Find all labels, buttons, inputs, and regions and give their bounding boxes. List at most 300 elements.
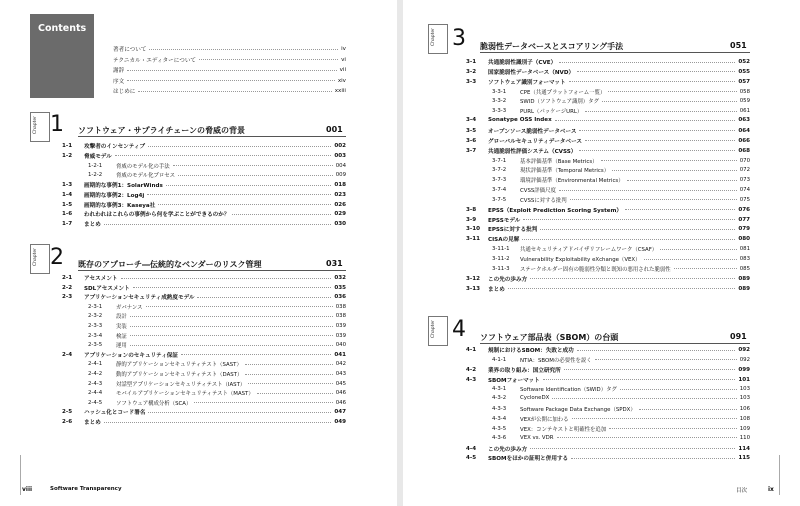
leader-dots <box>522 239 735 240</box>
entry-title: ハッシュ化とコード署名 <box>84 410 146 417</box>
toc-entry <box>466 346 750 354</box>
right-running-title: 目次 <box>736 488 748 494</box>
entry-page: 075 <box>739 196 750 203</box>
toc-entry <box>62 284 346 292</box>
leader-dots <box>148 146 331 147</box>
toc-entry <box>492 157 750 165</box>
leader-dots <box>577 350 736 351</box>
entry-number: 2-3-1 <box>88 303 103 310</box>
entry-number: 4-3-6 <box>492 434 507 441</box>
leader-dots <box>644 259 737 260</box>
entry-number: 3-3 <box>466 78 477 85</box>
frontmatter-row <box>113 87 346 95</box>
toc-entry <box>492 245 750 253</box>
entry-number: 1-6 <box>62 211 73 218</box>
entry-page: 046 <box>335 399 346 406</box>
entry-number: 1-3 <box>62 182 73 188</box>
frontmatter-page: vii <box>339 67 346 73</box>
entry-title: 画期的な事例1：SolarWinds <box>84 183 163 189</box>
leader-dots <box>569 81 736 82</box>
entry-page: 061 <box>739 108 750 115</box>
entry-page: 018 <box>334 182 346 188</box>
entry-title: この先の歩み方 <box>488 276 528 283</box>
toc-entry <box>492 356 750 364</box>
entry-title: 設計 <box>116 314 127 321</box>
entry-title: CVSS評価尺度 <box>520 188 556 195</box>
leader-dots <box>130 345 333 346</box>
toc-entry <box>88 341 346 349</box>
entry-page: 103 <box>739 395 750 402</box>
chapter-badge <box>428 316 448 346</box>
entry-page: 079 <box>738 226 750 233</box>
entry-page: 002 <box>334 143 346 149</box>
entry-number: 4-3-3 <box>492 406 507 413</box>
entry-number: 2-2 <box>62 284 73 291</box>
entry-number: 3-11-2 <box>492 256 510 262</box>
leader-dots <box>579 150 735 151</box>
entry-title: VEXが公開に加わる <box>520 416 569 423</box>
contents-label-box <box>30 14 94 98</box>
leader-dots <box>104 422 332 423</box>
entry-title: われわれはこれらの事例から何を学ぶことができるのか？ <box>84 212 230 219</box>
entry-title: EPSSモデル <box>488 217 521 224</box>
entry-page: 009 <box>335 172 346 179</box>
toc-entry <box>466 445 750 453</box>
entry-number: 3-11-3 <box>492 265 510 272</box>
toc-entry <box>492 415 750 423</box>
entry-number: 2-1 <box>62 275 73 281</box>
toc-entry <box>492 107 750 115</box>
chapter-number: 1 <box>50 112 64 137</box>
entry-number: 1-2 <box>62 152 73 159</box>
toc-entry <box>62 408 346 416</box>
leader-dots <box>173 165 333 166</box>
toc-entry <box>62 274 346 282</box>
frontmatter-row <box>113 45 346 53</box>
entry-page: 101 <box>738 376 750 383</box>
entry-title: 検証 <box>116 333 127 340</box>
entry-title: アプリケーションセキュリティ成熟度モデル <box>84 295 195 302</box>
entry-page: 077 <box>738 216 750 223</box>
leader-dots <box>564 369 736 370</box>
entry-number: 1-5 <box>62 201 73 208</box>
entry-page: 058 <box>739 88 750 95</box>
entry-title: SWID（ソフトウェア識別）タグ <box>520 99 599 106</box>
entry-page: 074 <box>739 187 750 194</box>
leader-dots <box>555 120 736 121</box>
entry-number: 2-3-5 <box>88 342 103 349</box>
chapter-title: 脆弱性データベースとスコアリング手法 <box>480 42 624 51</box>
chapter-label: Chapter <box>431 320 436 338</box>
chapter-page: 051 <box>730 41 747 50</box>
toc-entry <box>492 435 750 441</box>
leader-dots <box>245 364 333 365</box>
entry-number: 1-1 <box>62 143 73 149</box>
entry-number: 1-2-1 <box>88 162 103 169</box>
entry-title: CPE（共通プラットフォーム一覧） <box>520 89 606 96</box>
leader-dots <box>133 287 332 288</box>
leader-dots <box>127 80 335 81</box>
entry-title: 業界の取り組み：国立研究所 <box>488 367 561 374</box>
frontmatter-page: vi <box>341 56 346 63</box>
toc-entry <box>88 303 346 311</box>
entry-title: 対話型アプリケーションセキュリティテスト（IAST） <box>116 381 246 388</box>
toc-entry <box>88 399 346 407</box>
entry-page: 023 <box>334 191 346 198</box>
entry-title: SBOMをほかの証明と併用する <box>488 456 569 463</box>
entry-page: 110 <box>739 434 750 441</box>
entry-page: 115 <box>738 455 750 462</box>
entry-number: 4-1 <box>466 347 477 353</box>
entry-number: 3-11 <box>466 236 480 243</box>
leader-dots <box>557 437 737 438</box>
leader-dots <box>585 140 735 141</box>
toc-entry <box>88 171 346 179</box>
toc-entry <box>466 127 750 135</box>
chapter-number: 2 <box>50 245 64 270</box>
entry-number: 3-8 <box>466 206 477 213</box>
entry-page: 043 <box>335 371 346 377</box>
toc-entry <box>466 78 750 86</box>
leader-dots <box>104 224 332 225</box>
toc-entry <box>466 376 750 384</box>
entry-title: 基本評価基準（Base Metrics） <box>520 158 598 165</box>
entry-number: 1-7 <box>62 221 73 227</box>
frontmatter-title: テクニカル・エディターについて <box>113 57 197 64</box>
entry-number: 3-9 <box>466 216 477 223</box>
entry-number: 2-3-3 <box>88 323 103 329</box>
entry-title: 攻撃者のインセンティブ <box>84 144 146 150</box>
page-gutter <box>397 0 403 506</box>
leader-dots <box>148 412 331 413</box>
entry-title: 共通脆弱性評価システム（CVSS） <box>488 148 577 155</box>
entry-page: 076 <box>738 206 750 213</box>
toc-entry <box>88 370 346 378</box>
toc-entry <box>88 360 346 368</box>
entry-page: 089 <box>738 285 750 292</box>
entry-page: 083 <box>739 256 750 262</box>
leader-dots <box>577 71 735 72</box>
toc-entry <box>466 366 750 374</box>
entry-number: 4-3-2 <box>492 395 507 402</box>
entry-title: アプリケーションのセキュリティ保証 <box>84 352 178 359</box>
toc-entry <box>62 142 346 150</box>
entry-title: CVSSに対する批判 <box>520 197 567 204</box>
entry-title: まとめ <box>488 286 505 293</box>
toc-entry <box>62 210 346 218</box>
entry-number: 3-7-4 <box>492 187 507 194</box>
entry-page: 049 <box>334 419 346 425</box>
entry-page: 057 <box>738 78 750 85</box>
entry-title: 共通セキュリティアドバイザリフレームワーク（CSAF） <box>520 247 658 254</box>
entry-page: 042 <box>335 361 346 368</box>
entry-page: 032 <box>334 275 346 281</box>
entry-page: 063 <box>738 117 750 124</box>
entry-title: 脅威モデル <box>84 153 112 160</box>
leader-dots <box>130 326 333 327</box>
entry-number: 3-7-3 <box>492 177 507 184</box>
entry-page: 092 <box>739 356 750 363</box>
entry-number: 3-3-2 <box>492 98 507 105</box>
entry-number: 3-6 <box>466 137 477 144</box>
frontmatter-row <box>113 56 346 64</box>
entry-title: グローバルセキュリティデータベース <box>488 138 582 145</box>
entry-page: 041 <box>334 351 346 358</box>
entry-number: 3-7 <box>466 147 477 154</box>
entry-number: 3-7-5 <box>492 196 507 203</box>
entry-page: 036 <box>334 294 346 301</box>
leader-dots <box>523 219 735 220</box>
entry-number: 2-4-1 <box>88 361 103 368</box>
toc-entry <box>466 275 750 283</box>
toc-entry <box>62 293 346 301</box>
entry-number: 1-4 <box>62 191 73 198</box>
frontmatter-title: 謝辞 <box>113 68 125 74</box>
leader-dots <box>559 190 737 191</box>
leader-dots <box>620 389 737 390</box>
leader-dots <box>660 249 737 250</box>
toc-entry <box>88 162 346 170</box>
entry-title: まとめ <box>84 420 101 426</box>
entry-page: 039 <box>335 332 346 339</box>
chapter-page: 091 <box>730 332 747 341</box>
entry-number: 3-3-1 <box>492 88 507 95</box>
entry-number: 4-3 <box>466 376 477 383</box>
entry-page: 029 <box>334 211 346 218</box>
entry-title: Software Identification（SWID）タグ <box>520 387 617 394</box>
chapter-page: 031 <box>326 259 343 268</box>
leader-dots <box>121 278 332 279</box>
chapter-label: Chapter <box>431 28 436 46</box>
toc-entry <box>62 220 346 228</box>
entry-number: 3-4 <box>466 117 477 124</box>
toc-entry <box>88 332 346 340</box>
chapter-title: 既存のアプローチ―伝統的なベンダーのリスク管理 <box>78 260 262 269</box>
toc-entry <box>492 425 750 433</box>
entry-title: EPSS（Exploit Prediction Scoring System） <box>488 207 622 214</box>
entry-title: SDLアセスメント <box>84 285 130 292</box>
entry-title: 画期的な事例3：Kaseya社 <box>84 202 156 209</box>
frontmatter-title: 序文 <box>113 78 125 85</box>
leader-dots <box>127 70 336 71</box>
entry-title: 脅威のモデル化の手法 <box>116 163 170 170</box>
entry-number: 4-3-4 <box>492 415 507 422</box>
leader-dots <box>181 354 331 355</box>
leader-dots <box>197 297 331 298</box>
entry-page: 103 <box>739 386 750 393</box>
entry-title: この先の歩み方 <box>488 446 528 453</box>
entry-page: 080 <box>738 236 750 243</box>
leader-dots <box>194 402 332 403</box>
toc-entry <box>466 117 750 123</box>
toc-entry <box>492 265 750 273</box>
toc-entry <box>88 322 346 330</box>
leader-dots <box>609 428 737 429</box>
entry-page: 070 <box>739 157 750 164</box>
entry-page: 109 <box>739 425 750 432</box>
toc-entry <box>466 206 750 214</box>
entry-number: 4-3-5 <box>492 425 507 432</box>
leader-dots <box>130 316 333 317</box>
leader-dots <box>639 409 737 410</box>
toc-entry <box>492 88 750 96</box>
entry-number: 2-4 <box>62 351 73 358</box>
left-page-number: viii <box>22 486 33 493</box>
leader-dots <box>595 359 737 360</box>
entry-title: 画期的な事例2：Log4j <box>84 192 145 199</box>
entry-title: 脅威のモデル化プロセス <box>116 173 176 180</box>
chapter-number: 4 <box>452 317 466 342</box>
leader-dots <box>585 111 736 112</box>
entry-page: 038 <box>335 313 346 320</box>
entry-number: 2-3-4 <box>88 332 103 339</box>
leader-dots <box>245 374 332 375</box>
entry-title: VEX vs. VDR <box>520 434 554 441</box>
entry-number: 2-3 <box>62 294 73 301</box>
toc-entry <box>492 395 750 401</box>
leader-dots <box>674 268 737 269</box>
entry-page: 108 <box>739 415 750 422</box>
entry-page: 072 <box>739 167 750 174</box>
toc-entry <box>492 385 750 393</box>
leader-dots <box>625 209 735 210</box>
toc-entry <box>466 68 750 76</box>
entry-title: 国家脆弱性データベース（NVD） <box>488 69 575 76</box>
entry-page: 026 <box>334 201 346 208</box>
entry-number: 4-4 <box>466 445 477 452</box>
leader-dots <box>530 448 735 449</box>
entry-page: 114 <box>738 445 750 452</box>
entry-number: 3-13 <box>466 285 480 292</box>
entry-title: アセスメント <box>84 276 118 282</box>
toc-entry <box>466 235 750 243</box>
leader-dots <box>232 214 331 215</box>
entry-page: 099 <box>738 366 750 373</box>
entry-title: 規制におけるSBOM：失敗と成功 <box>488 348 574 354</box>
leader-dots <box>608 91 736 92</box>
entry-number: 3-2 <box>466 68 477 75</box>
chapter-badge <box>30 244 50 274</box>
leader-dots <box>257 393 333 394</box>
toc-entry <box>492 176 750 184</box>
entry-title: 現状評価基準（Temporal Metrics） <box>520 168 610 175</box>
leader-dots <box>138 91 331 92</box>
entry-number: 3-10 <box>466 226 480 233</box>
toc-entry <box>492 405 750 413</box>
chapter-page: 001 <box>326 125 343 134</box>
frontmatter-row <box>113 66 346 74</box>
leader-dots <box>508 288 736 289</box>
entry-page: 046 <box>335 390 346 397</box>
entry-page: 030 <box>334 221 346 227</box>
leader-dots <box>158 204 331 205</box>
frontmatter-row <box>113 77 346 85</box>
entry-title: まとめ <box>84 222 101 228</box>
leader-dots <box>627 180 737 181</box>
leader-dots <box>149 49 338 50</box>
entry-page: 038 <box>335 303 346 310</box>
chapter-title: ソフトウェア部品表（SBOM）の台頭 <box>480 333 619 342</box>
entry-number: 3-7-1 <box>492 157 507 164</box>
toc-entry <box>466 285 750 293</box>
entry-page: 064 <box>738 127 750 134</box>
entry-page: 039 <box>335 323 346 329</box>
entry-title: CISAの見解 <box>488 237 520 244</box>
chapter-badge <box>30 112 50 142</box>
leader-dots <box>540 229 735 230</box>
entry-title: 静的アプリケーションセキュリティテスト（SAST） <box>116 362 242 369</box>
entry-title: 動的アプリケーションセキュリティテスト（DAST） <box>116 372 243 378</box>
entry-number: 1-2-2 <box>88 172 103 179</box>
toc-entry <box>466 454 750 462</box>
entry-number: 4-2 <box>466 366 477 373</box>
toc-entry <box>88 389 346 397</box>
toc-entry <box>466 216 750 224</box>
leader-dots <box>572 418 737 419</box>
chapter-badge <box>428 24 448 54</box>
frontmatter-title: はじめに <box>113 89 136 95</box>
entry-page: 092 <box>738 347 750 353</box>
entry-title: Vulnerability Exploitability eXchange（VEX） <box>520 257 641 263</box>
entry-number: 2-4-2 <box>88 371 103 377</box>
chapter-rule <box>78 136 346 137</box>
leader-dots <box>612 170 737 171</box>
entry-title: Sonatype OSS Index <box>488 117 552 124</box>
frontmatter-page: xxiii <box>334 88 346 94</box>
leader-dots <box>579 130 735 131</box>
frontmatter-page: iv <box>341 46 346 52</box>
leader-dots <box>552 398 736 399</box>
toc-entry <box>88 312 346 320</box>
toc-entry <box>492 186 750 194</box>
entry-page: 066 <box>738 137 750 144</box>
right-margin-rule <box>779 455 792 495</box>
entry-page: 004 <box>335 162 346 169</box>
entry-title: ステークホルダー固有の脆弱性分類と既知の悪用された脆弱性 <box>520 266 671 273</box>
toc-entry <box>62 191 346 199</box>
entry-number: 2-4-3 <box>88 380 103 387</box>
right-page-number: ix <box>768 486 774 493</box>
toc-entry <box>492 97 750 105</box>
entry-title: EPSSに対する批判 <box>488 227 538 234</box>
toc-entry <box>466 58 750 66</box>
entry-number: 3-11-1 <box>492 246 510 253</box>
leader-dots <box>543 379 736 380</box>
frontmatter-title: 著者について <box>113 47 147 53</box>
entry-title: オープンソース脆弱性データベース <box>488 128 577 135</box>
entry-page: 068 <box>738 147 750 154</box>
entry-title: 実装 <box>116 324 127 330</box>
entry-title: 運用 <box>116 343 127 350</box>
entry-page: 059 <box>739 98 750 105</box>
left-running-title: Software Transparency <box>50 486 122 492</box>
entry-page: 052 <box>738 59 750 65</box>
entry-title: 共通脆弱性識別子（CVE） <box>488 60 557 66</box>
toc-entry <box>62 201 346 209</box>
entry-title: モバイルアプリケーションセキュリティテスト（MAST） <box>116 391 254 398</box>
leader-dots <box>559 62 735 63</box>
entry-title: ソフトウェア構成分析（SCA） <box>116 400 192 407</box>
entry-number: 2-4-5 <box>88 399 103 406</box>
chapter-label: Chapter <box>33 116 38 134</box>
entry-page: 040 <box>335 342 346 349</box>
leader-dots <box>166 185 332 186</box>
entry-page: 045 <box>335 380 346 387</box>
entry-page: 047 <box>334 409 346 416</box>
chapter-rule <box>480 343 750 344</box>
entry-number: 3-7-2 <box>492 167 507 174</box>
entry-page: 081 <box>739 246 750 253</box>
